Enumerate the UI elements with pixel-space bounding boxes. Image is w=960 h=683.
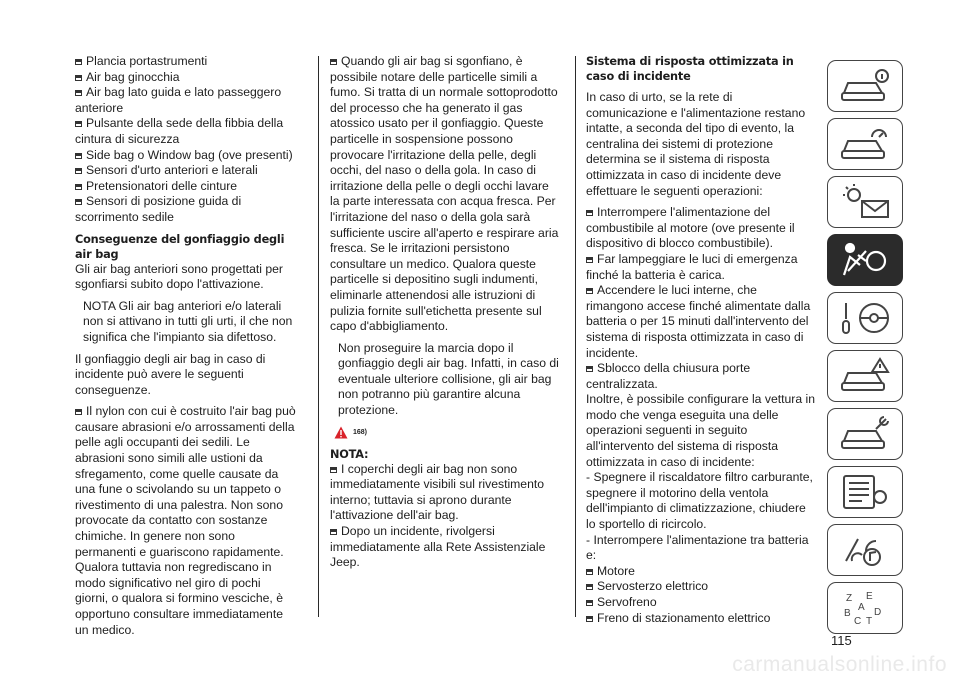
paragraph: Non proseguire la marcia dopo il gonfiaggio degli air bag. Infatti, in caso di eventuale ulteriore collisione, gli air bag non potranno più garantire alcuna protezione.: [338, 340, 559, 418]
svg-text:B: B: [844, 608, 851, 619]
tab-steering-wheel[interactable]: [827, 292, 903, 344]
page-number: 115: [831, 633, 852, 648]
bullet-item: Pulsante della sede della fibbia della cintura di sicurezza: [75, 116, 297, 147]
svg-text:Z: Z: [846, 593, 853, 604]
bullet-item: Far lampeggiare le luci di emergenza finché la batteria è carica.: [586, 252, 816, 283]
svg-text:D: D: [874, 607, 882, 618]
tab-car-service[interactable]: [827, 408, 903, 460]
bullet-item: Accendere le luci interne, che rimangono accese finché alimentate dalla batteria o per 15 minuti dall'intervento del sistema di risposta ottimizzata in caso di incidente.: [586, 283, 816, 361]
dash-item: - Interrompere l'alimentazione tra batteria e:: [586, 532, 809, 563]
warning-triangle-icon: [334, 426, 348, 439]
multimedia-icon: [836, 531, 894, 569]
bullet-item: Plancia portastrumenti: [75, 54, 297, 70]
bullet-item: I coperchi degli air bag non sono immediatamente visibili sul rivestimento interno; tuttavia si aprono durante l'attivazione dell'air bag.: [330, 462, 560, 524]
bullet-item: Servofreno: [586, 595, 816, 611]
bullet-item: Dopo un incidente, rivolgersi immediatamente alla Rete Assistenziale Jeep.: [330, 524, 560, 571]
paragraph: Inoltre, è possibile configurare la vettura in modo che venga eseguita una delle operazioni seguenti in seguito all'intervento del sistema di risposta ottimizzata in caso di incidente:: [586, 392, 815, 469]
bullet-item: Freno di stazionamento elettrico: [586, 611, 816, 627]
tab-index[interactable]: [827, 582, 903, 634]
tab-airbag-safety[interactable]: [827, 234, 903, 286]
dash-item: - Spegnere il riscaldatore filtro carburante, spegnere il motorino della ventola dell'impianto di climatizzazione, chiudere lo sportello di ricircolo.: [586, 470, 813, 532]
bullet-item: Sensori di posizione guida di scorrimento sedile: [75, 194, 297, 225]
tab-car-warning[interactable]: [827, 350, 903, 402]
airbag-safety-icon: [836, 241, 894, 279]
bullet-item: Sensori d'urto anteriori e laterali: [75, 163, 297, 179]
car-service-icon: [836, 415, 894, 453]
index-letters-icon: [836, 589, 894, 627]
tab-car-info[interactable]: [827, 60, 903, 112]
warning-number: 168): [353, 428, 368, 436]
column-divider: [575, 56, 576, 617]
svg-text:A: A: [858, 602, 865, 613]
bullet-item: Servosterzo elettrico: [586, 579, 816, 595]
tab-lights-message[interactable]: [827, 176, 903, 228]
section-heading: Conseguenze del gonfiaggio degli air bag: [75, 232, 285, 261]
car-dashboard-icon: [836, 125, 894, 163]
svg-text:T: T: [866, 616, 873, 627]
note-paragraph: NOTA Gli air bag anteriori e/o laterali non si attivano in tutti gli urti, il che non significa che l'impianto sia difettoso.: [83, 298, 293, 344]
bullet-item: Side bag o Window bag (ove presenti): [75, 148, 297, 164]
paragraph: Gli air bag anteriori sono progettati per sgonfiarsi subito dopo l'attivazione.: [75, 261, 283, 292]
watermark: carmanualsonline.info: [732, 653, 947, 676]
bullet-item: Air bag ginocchia: [75, 70, 297, 86]
section-heading: Sistema di risposta ottimizzata in caso di incidente: [586, 55, 794, 83]
column-left: [75, 54, 297, 638]
specifications-list-icon: [836, 473, 894, 511]
column-right: [586, 54, 816, 626]
svg-text:C: C: [854, 616, 862, 627]
car-warning-icon: [836, 357, 894, 395]
tab-multimedia[interactable]: [827, 524, 903, 576]
column-divider: [318, 56, 319, 617]
svg-text:E: E: [866, 591, 873, 602]
bullet-item: Sblocco della chiusura porte centralizzata.: [586, 361, 816, 392]
tab-specifications[interactable]: [827, 466, 903, 518]
bullet-item: Pretensionatori delle cinture: [75, 179, 297, 195]
steering-wheel-icon: [836, 299, 894, 337]
bullet-item: Il nylon con cui è costruito l'air bag può causare abrasioni e/o arrossamenti della pelle agli occupanti dei sedili. Le abrasioni sono simili alle ustioni da sfregamento, come quelle causate da una fune o scivolando su un tappeto o rivestimento di una palestra. Non sono provocate da contatto con sostanze chimiche. In genere non sono permanenti e guariscono rapidamente. Qualora tuttavia non regrediscano in modo significativo nel giro di pochi giorni, o qualora si formino vesciche, è opportuno consultare immediatamente un medico.: [75, 404, 296, 637]
column-middle: [330, 54, 560, 571]
lights-message-icon: [836, 183, 894, 221]
tab-car-dashboard[interactable]: [827, 118, 903, 170]
car-info-icon: [836, 67, 894, 105]
paragraph: In caso di urto, se la rete di comunicazione e l'alimentazione restano intatte, a seconda del tipo di evento, la centralina dei sistemi di protezione determina se il sistema di risposta ottimizzata in caso di incidente deve effettuare le seguenti operazioni:: [586, 90, 806, 198]
note-heading: NOTA:: [330, 447, 369, 461]
bullet-item: Interrompere l'alimentazione del combustibile al motore (ove presente il dispositivo di blocco combustibile).: [586, 205, 816, 252]
bullet-item: Motore: [586, 564, 816, 580]
bullet-item: Air bag lato guida e lato passeggero anteriore: [75, 85, 297, 116]
paragraph: Il gonfiaggio degli air bag in caso di incidente può avere le seguenti conseguenze.: [75, 351, 266, 397]
bullet-item: Quando gli air bag si sgonfiano, è possibile notare delle particelle simili a fumo. Si tratta di un normale sottoprodotto del processo che ha generato il gas atossico usato per il gonfiaggio. Queste particelle in sospensione possono provocare l'irritazione della pelle, degli occhi, del naso o della gola. In caso di irritazione della pelle o degli occhi lavare la parte interessata con acqua fresca. Per l'irritazione del naso o della gola sarà sufficiente uscire all'aperto e respirare aria fresca. Se le irritazioni persistono consultare un medico. Qualora queste particelle si depositino sugli indumenti, eliminarle attenendosi alle istruzioni di pulizia fornite sull'etichetta presente sul capo d'abbigliamento.: [330, 54, 559, 334]
warning-reference: [334, 425, 560, 441]
